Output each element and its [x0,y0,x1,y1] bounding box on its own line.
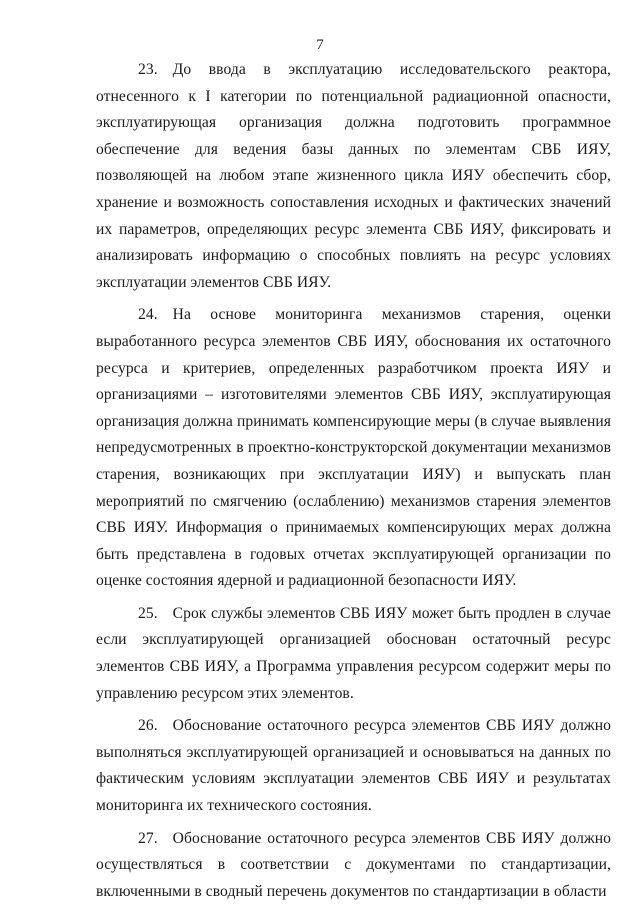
paragraph-text: Срок службы элементов СВБ ИЯУ может быть продлен в случае если эксплуатирующей организацией обоснован остаточный ресурс элементов СВБ ИЯУ, а Программа управления ресурсом содержит меры по управлению ресурсом этих элементов. [96,604,611,702]
paragraph-25 [96,601,611,707]
paragraph-text: До ввода в эксплуатацию исследовательского реактора, отнесенного к I категории по потенциальной радиационной опасности, эксплуатирующая организация должна подготовить программное обеспечение для ведения базы данных по элементам СВБ ИЯУ, позволяющей на любом этапе жизненного цикла ИЯУ обеспечить сбор, хранение и возможность сопоставления исходных и фактических значений их параметров, определяющих ресурс элемента СВБ ИЯУ, фиксировать и анализировать информацию о способных повлиять на ресурс условиях эксплуатации элементов СВБ ИЯУ. [96,61,611,291]
paragraph-text: Обоснование остаточного ресурса элементов СВБ ИЯУ должно осуществляться в соответствии с документами по стандартизации, включенными в сводный перечень документов по стандартизации в области [96,829,611,900]
paragraph-text: На основе мониторинга механизмов старения, оценки выработанного ресурса элементов СВБ ИЯУ, обоснования их остаточного ресурса и критериев, определенных разработчиком проекта ИЯУ и организациями – изготовителями элементов СВБ ИЯУ, эксплуатирующая организация должна принимать компенсирующие меры (в случае выявления непредусмотренных в проектно-конструкторской документации механизмов старения, возникающих при эксплуатации ИЯУ) и выпускать план мероприятий по смягчению (ослаблению) механизмов старения элементов СВБ ИЯУ. Информация о принимаемых компенсирующих мерах должна быть представлена в годовых отчетах эксплуатирующей организации по оценке состояния ядерной и радиационной безопасности ИЯУ. [96,306,611,590]
paragraph-23 [96,57,611,296]
paragraph-number: 26. [138,717,158,735]
paragraph-26 [96,713,611,819]
paragraph-number: 23. [138,61,158,78]
paragraph-text: Обоснование остаточного ресурса элементов СВБ ИЯУ должно выполняться эксплуатирующей организацией и основываться на данных по фактическим условиям эксплуатации элементов СВБ ИЯУ и результатах мониторинга их технического состояния. [96,717,611,815]
paragraph-number: 27. [138,829,158,847]
paragraph-number: 25. [138,604,158,622]
paragraph-number: 24. [138,306,158,324]
paragraph-27 [96,826,611,906]
document-body [96,57,611,911]
page-number: 7 [316,37,324,53]
paragraph-24 [96,302,611,595]
